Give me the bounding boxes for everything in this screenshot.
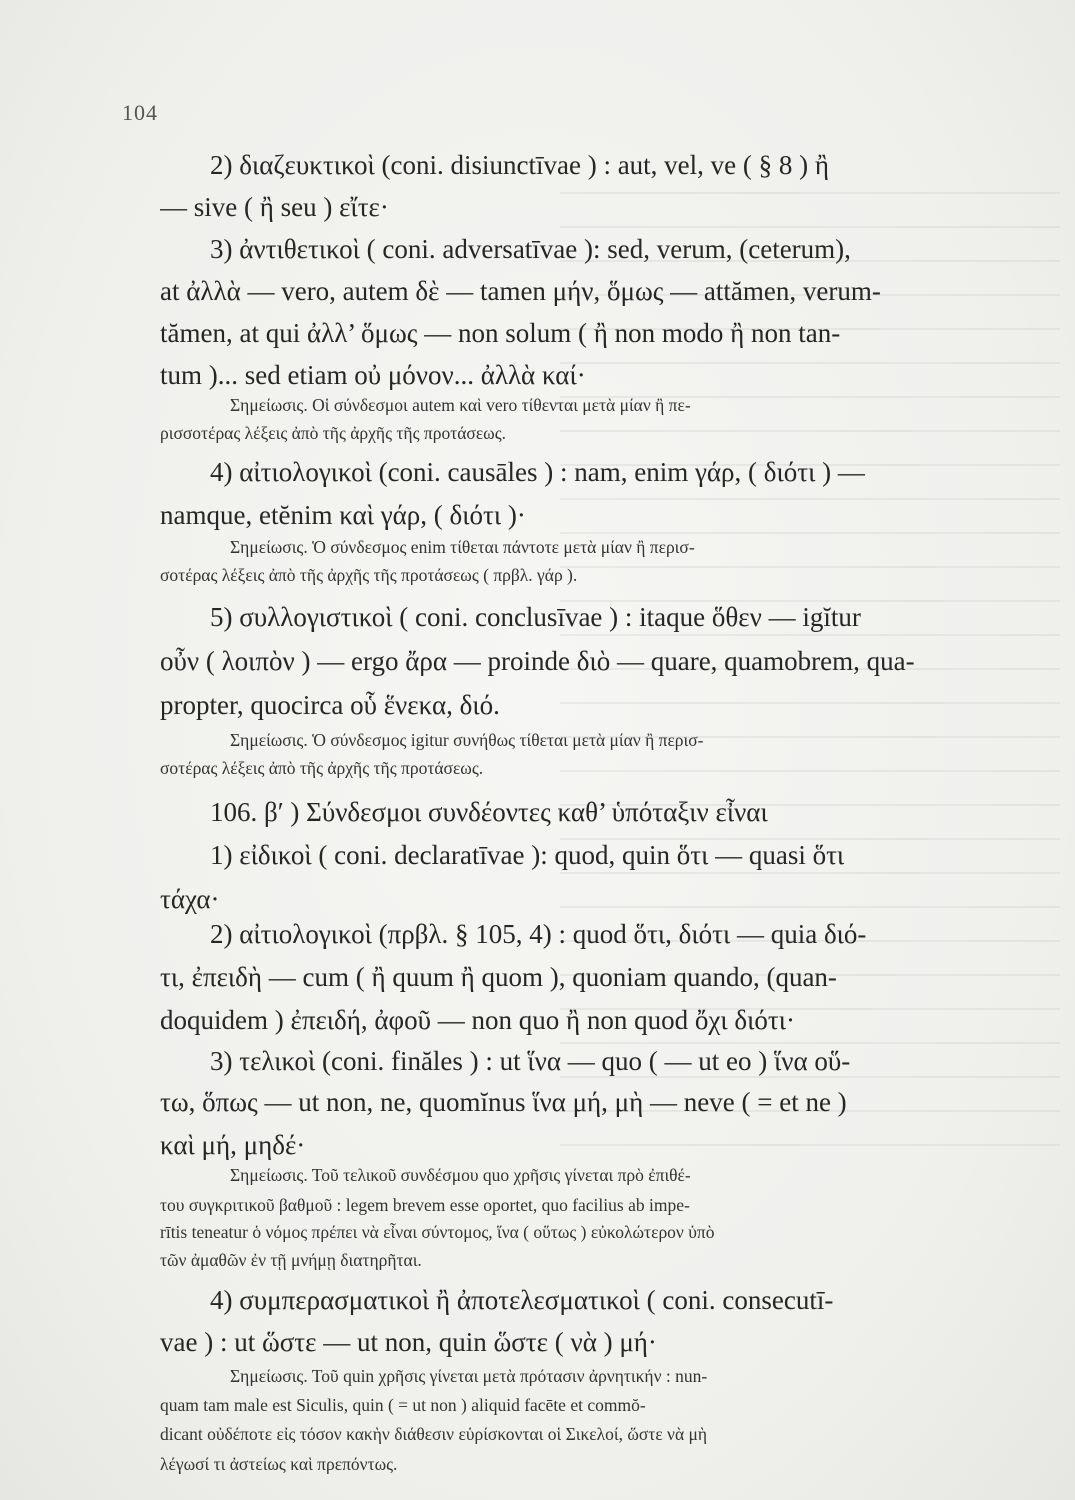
text-line: 4) αἰτιολογικοὶ (coni. causāles ) : nam, enim γάρ, ( διότι ) — bbox=[210, 457, 865, 487]
text-line: 1) εἰδικοὶ ( coni. declaratīvae ): quod, quin ὅτι — quasi ὅτι bbox=[210, 840, 845, 870]
text-line: οὖν ( λοιπὸν ) — ergo ἄρα — proinde διὸ — quare, quamobrem, qua- bbox=[160, 646, 915, 676]
text-line: Σημείωσις. Ὁ σύνδεσμος igitur συνήθως τίθεται μετὰ μίαν ἢ περισ- bbox=[230, 730, 704, 750]
text-line: vae ) : ut ὥστε — ut non, quin ὥστε ( νὰ ) μή· bbox=[160, 1327, 657, 1357]
text-line: dicant οὐδέποτε εἰς τόσον κακὴν διάθεσιν εὑρίσκονται οἱ Σικελοί, ὥστε νὰ μὴ bbox=[160, 1424, 708, 1444]
text-line: 5) συλλογιστικοὶ ( coni. conclusīvae ) : itaque ὅθεν — igĭtur bbox=[210, 602, 861, 632]
text-line: 4) συμπερασματικοὶ ἢ ἀποτελεσματικοὶ ( coni. consecutī- bbox=[210, 1285, 834, 1315]
text-line: τῶν ἀμαθῶν ἐν τῇ μνήμῃ διατηρῆται. bbox=[160, 1250, 422, 1270]
text-line: Σημείωσις. Ὁ σύνδεσμος enim τίθεται πάντοτε μετὰ μίαν ἢ περισ- bbox=[230, 537, 695, 557]
text-line: tămen, at qui ἀλλ’ ὅμως — non solum ( ἢ non modo ἢ non tan- bbox=[160, 318, 841, 348]
text-line: at ἀλλὰ — vero, autem δὲ — tamen μήν, ὅμως — attămen, verum- bbox=[160, 276, 881, 306]
text-line: 3) ἀντιθετικοὶ ( coni. adversatīvae ): sed, verum, (ceterum), bbox=[210, 234, 851, 264]
text-line: 106. β′ ) Σύνδεσμοι συνδέοντες καθ’ ὑπόταξιν εἶναι bbox=[210, 797, 768, 827]
text-line: namque, etĕnim καὶ γάρ, ( διότι )· bbox=[160, 500, 526, 530]
text-line: Σημείωσις. Οἱ σύνδεσμοι autem καὶ vero τίθενται μετὰ μίαν ἢ πε- bbox=[230, 395, 691, 415]
text-line: 2) διαζευκτικοὶ (coni. disiunctīvae ) : aut, vel, ve ( § 8 ) ἢ bbox=[210, 150, 829, 180]
text-line: τι, ἐπειδὴ — cum ( ἢ quum ἢ quom ), quoniam quando, (quan- bbox=[160, 962, 837, 992]
text-line: doquidem ) ἐπειδή, ἀφοῦ — non quo ἢ non quod ὄχι διότι· bbox=[160, 1005, 795, 1035]
text-line: quam tam male est Siculis, quin ( = ut non ) aliquid facēte et commŏ- bbox=[160, 1395, 646, 1415]
text-line: tum )... sed etiam οὐ μόνον... ἀλλὰ καί· bbox=[160, 360, 586, 390]
text-line: σοτέρας λέξεις ἀπὸ τῆς ἀρχῆς τῆς προτάσεως ( πρβλ. γάρ ). bbox=[160, 565, 578, 585]
text-line: σοτέρας λέξεις ἀπὸ τῆς ἀρχῆς τῆς προτάσεως. bbox=[160, 758, 484, 778]
text-line: propter, quocirca οὗ ἕνεκα, διό. bbox=[160, 690, 500, 720]
page-number: 104 bbox=[122, 100, 158, 125]
text-line: λέγωσί τι ἀστείως καὶ πρεπόντως. bbox=[160, 1454, 398, 1474]
text-line: καὶ μή, μηδέ· bbox=[160, 1130, 306, 1160]
text-line: 2) αἰτιολογικοὶ (πρβλ. § 105, 4) : quod ὅτι, διότι — quia διό- bbox=[210, 919, 867, 949]
text-line: Σημείωσις. Τοῦ quin χρῆσις γίνεται μετὰ πρότασιν ἀρνητικήν : nun- bbox=[230, 1366, 708, 1386]
text-line: — sive ( ἢ seu ) εἴτε· bbox=[160, 192, 389, 222]
text-line: Σημείωσις. Τοῦ τελικοῦ συνδέσμου quo χρῆσις γίνεται πρὸ ἐπιθέ- bbox=[230, 1165, 691, 1185]
text-line: ρισσοτέρας λέξεις ἀπὸ τῆς ἀρχῆς τῆς προτάσεως. bbox=[160, 423, 507, 443]
text-line: τάχα· bbox=[160, 884, 220, 914]
text-line: του συγκριτικοῦ βαθμοῦ : legem brevem esse oportet, quo facilius ab impe- bbox=[160, 1195, 690, 1215]
text-line: τω, ὅπως — ut non, ne, quomĭnus ἵνα μή, μὴ — neve ( = et ne ) bbox=[160, 1087, 847, 1117]
text-line: rītis teneatur ὁ νόμος πρέπει νὰ εἶναι σύντομος, ἵνα ( οὕτως ) εὐκολώτερον ὑπὸ bbox=[160, 1222, 715, 1242]
text-line: 3) τελικοὶ (coni. finăles ) : ut ἵνα — quo ( — ut eo ) ἵνα οὕ- bbox=[210, 1046, 851, 1076]
